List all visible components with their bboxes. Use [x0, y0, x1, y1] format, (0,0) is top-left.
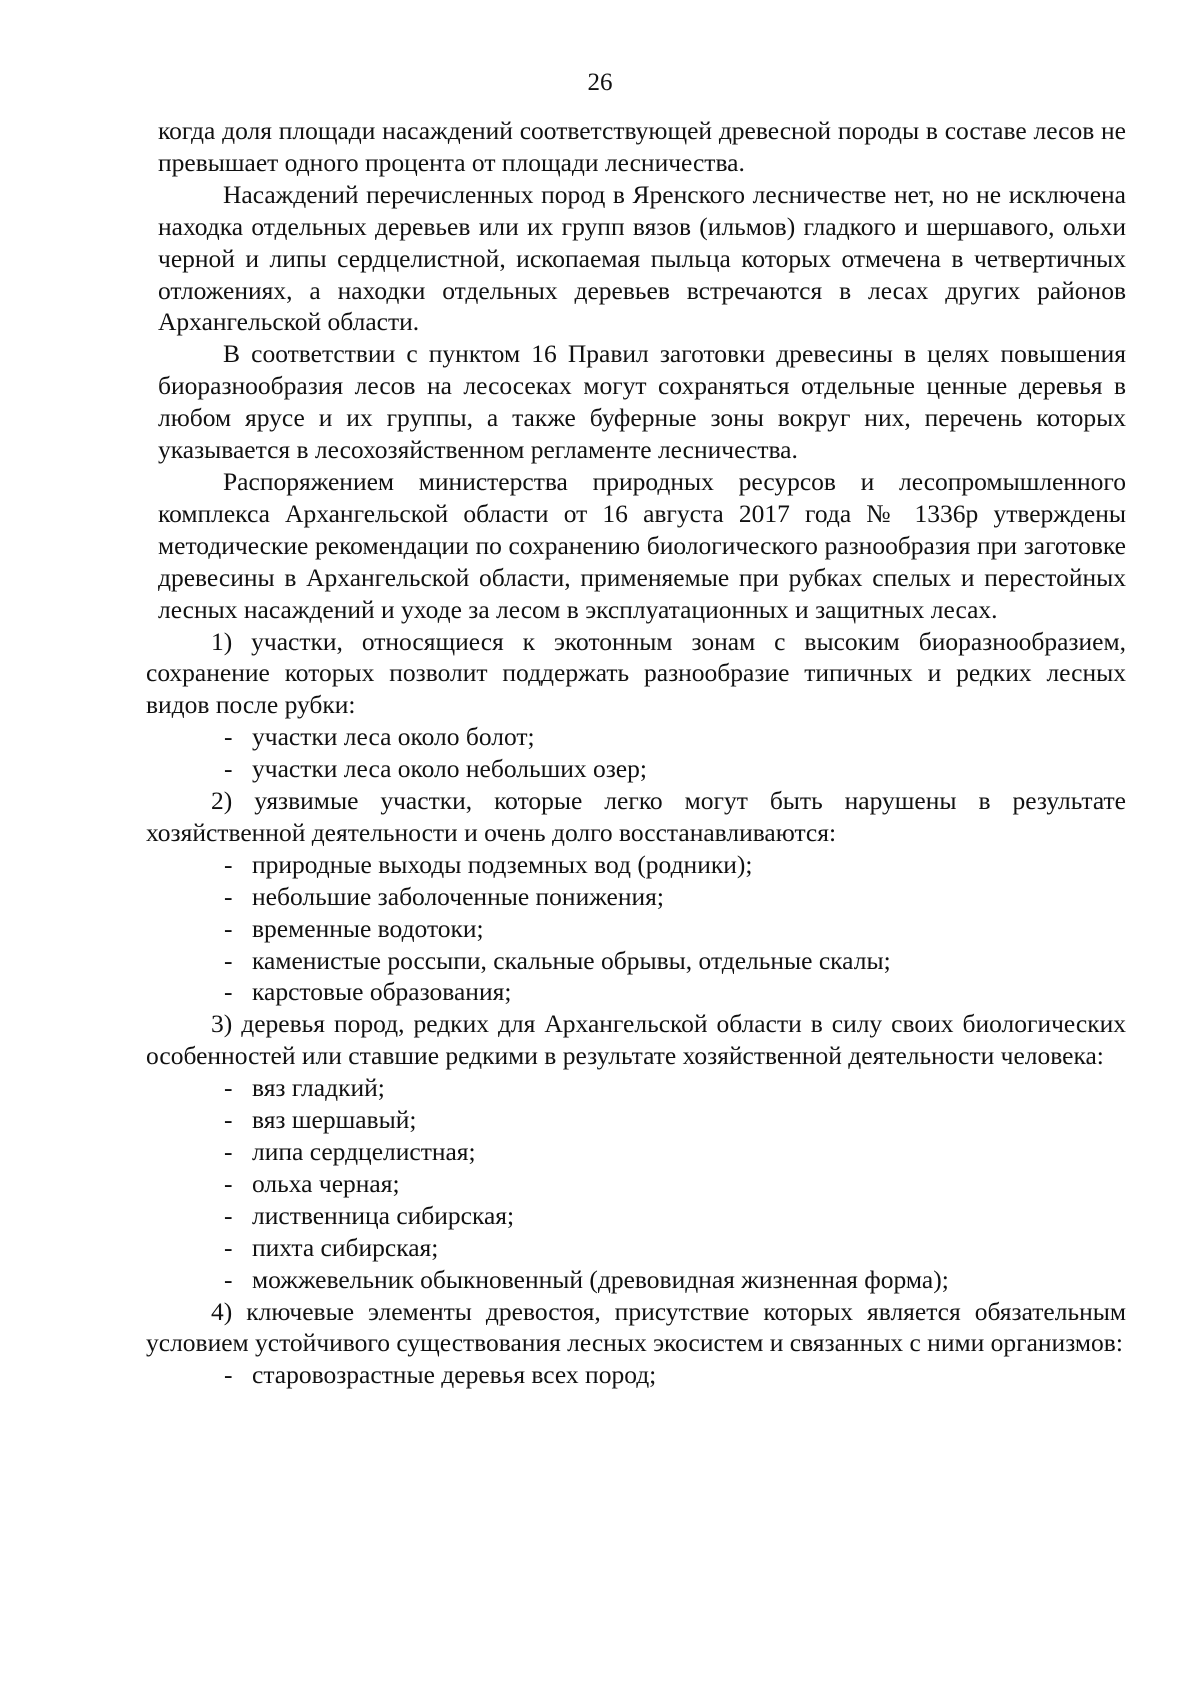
list-heading: 2) уязвимые участки, которые легко могут быть нарушены в результате хозяйственной деятельности и очень долго восстанавливаются: [146, 786, 1126, 847]
dash-marker: - [224, 722, 233, 752]
paragraph: Распоряжением министерства природных ресурсов и лесопромышленного комплекса Архангельской области от 16 августа 2017 года № 1336р утверждены методические рекомендации по сохранению биологического разнообразия при заготовке древесины в Архангельской области, применяемые при рубках спелых и перестойных лесных насаждений и уходе за лесом в эксплуатационных и защитных лесах. [158, 466, 1126, 624]
dash-marker: - [224, 881, 233, 911]
list-item [158, 753, 1126, 785]
list-item [158, 1232, 1126, 1264]
list-item-text: ольха черная; [252, 1168, 400, 1198]
paragraph: Насаждений перечисленных пород в Яренского лесничестве нет, но не исключена находка отдельных деревьев или их групп вязов (ильмов) гладкого и шершавого, ольхи черной и липы сердцелистной, ископаемая пыльца которых отмечена в четвертичных отложениях, а находки отдельных деревьев встречаются в лесах других районов Архангельской области. [158, 179, 1126, 337]
list-item [158, 1072, 1126, 1104]
dash-marker: - [224, 849, 233, 879]
dash-marker: - [224, 1105, 233, 1135]
list-item [158, 1104, 1126, 1136]
dash-marker: - [224, 977, 233, 1007]
list-item [158, 1136, 1126, 1168]
list-item [158, 1359, 1126, 1391]
list-item-text: лиственница сибирская; [252, 1200, 515, 1230]
dash-marker: - [224, 1168, 233, 1198]
dash-marker: - [224, 1232, 233, 1262]
list-heading: 3) деревья пород, редких для Архангельской области в силу своих биологических особенностей или ставшие редкими в результате хозяйственной деятельности человека: [146, 1009, 1126, 1071]
list-item [158, 945, 1126, 977]
list-item-text: липа сердцелистная; [252, 1137, 476, 1166]
list-item [158, 849, 1126, 881]
dash-marker: - [224, 1073, 233, 1103]
dash-marker: - [224, 754, 233, 784]
list-item-text: временные водотоки; [252, 913, 484, 943]
list-item-text: карстовые образования; [252, 977, 512, 1007]
dash-marker: - [224, 1360, 233, 1390]
list-item-text: старовозрастные деревья всех пород; [252, 1360, 657, 1390]
list-item [158, 881, 1126, 913]
list-item [158, 1168, 1126, 1200]
dash-marker: - [224, 913, 233, 943]
document-body [146, 115, 1126, 1391]
list-item-text: вяз гладкий; [252, 1073, 385, 1103]
list-item [158, 913, 1126, 945]
list-item [158, 976, 1126, 1008]
list-item [158, 1264, 1126, 1296]
list-item-text: участки леса около небольших озер; [252, 754, 647, 784]
paragraph: когда доля площади насаждений соответствующей древесной породы в составе лесов не превышает одного процента от площади лесничества. [158, 116, 1126, 177]
list-item [158, 721, 1126, 753]
dash-marker: - [224, 1200, 233, 1230]
dash-marker: - [224, 1137, 233, 1166]
list-item [158, 1200, 1126, 1232]
list-item-text: пихта сибирская; [252, 1232, 439, 1262]
list-item-text: каменистые россыпи, скальные обрывы, отдельные скалы; [252, 945, 891, 975]
page-number: 26 [587, 69, 613, 96]
list-item-text: можжевельник обыкновенный (древовидная жизненная форма); [252, 1264, 949, 1294]
list-item-text: природные выходы подземных вод (родники); [252, 849, 753, 879]
list-item-text: вяз шершавый; [252, 1105, 417, 1135]
list-heading: 4) ключевые элементы древостоя, присутствие которых является обязательным условием устойчивого существования лесных экосистем и связанных с ними организмов: [146, 1296, 1126, 1358]
list-item-text: небольшие заболоченные понижения; [252, 881, 664, 911]
list-item-text: участки леса около болот; [252, 722, 535, 752]
dash-marker: - [224, 945, 233, 975]
dash-marker: - [224, 1264, 233, 1294]
list-heading: 1) участки, относящиеся к экотонным зонам с высоким биоразнообразием, сохранение которых позволит поддержать разнообразие типичных и редких лесных видов после рубки: [146, 626, 1126, 720]
paragraph: В соответствии с пунктом 16 Правил заготовки древесины в целях повышения биоразнообразия лесов на лесосеках могут сохраняться отдельные ценные деревья в любом ярусе и их группы, а также буферные зоны вокруг них, перечень которых указывается в лесохозяйственном регламенте лесничества. [158, 339, 1126, 465]
